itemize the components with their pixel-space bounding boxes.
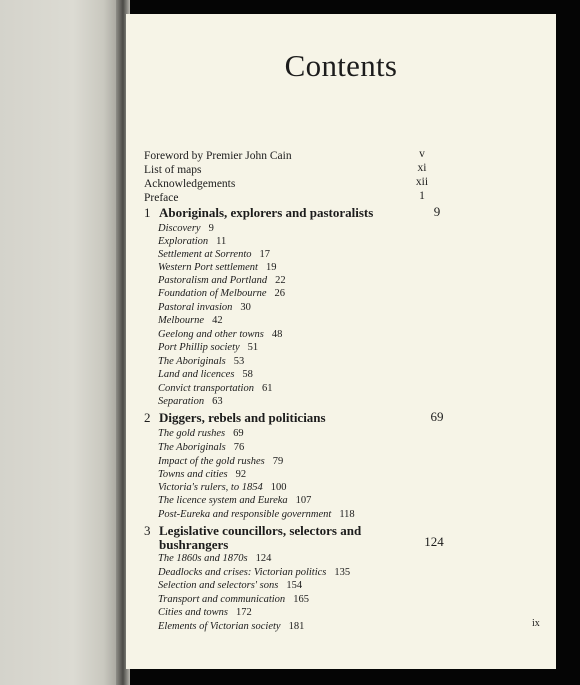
toc-entry-maps: List of maps [144,164,202,176]
toc-page-acknowledgements: xii [415,176,429,188]
section-entry: Settlement at Sorrento 17 [158,249,271,260]
section-entry: Pastoralism and Portland 22 [158,275,286,286]
section-entry: The Aboriginals 53 [158,356,245,367]
chapter-page: 69 [430,409,444,424]
page-title: Contents [284,48,398,83]
chapter-title-text: Legislative councillors, selectors and [159,523,362,538]
chapter-page: 9 [433,204,441,219]
toc-page-foreword: v [419,148,425,160]
toc-entry-acknowledgements: Acknowledgements [144,178,236,190]
section-entry: Pastoral invasion 30 [158,302,251,313]
chapter-title-continued: bushrangers [159,537,229,552]
section-entry: Western Port settlement 19 [158,262,277,273]
section-entry: Selection and selectors' sons 154 [158,580,303,591]
contents-page [126,14,556,669]
chapter-number: 1 [144,205,151,220]
facing-page [0,0,122,685]
chapter-page: 124 [424,534,444,549]
section-entry: The 1860s and 1870s 124 [158,553,272,564]
section-entry: Towns and cities 92 [158,469,247,480]
section-entry: Geelong and other towns 48 [158,329,283,340]
chapter-number: 2 [144,410,151,425]
toc-entry-foreword: Foreword by Premier John Cain [144,150,292,162]
toc-page-preface: 1 [419,190,425,202]
section-entry: Elements of Victorian society 181 [158,621,305,632]
section-entry: The gold rushes 69 [158,428,244,439]
section-entry: Victoria's rulers, to 1854 100 [158,482,287,493]
section-entry: Convict transportation 61 [158,383,273,394]
section-entry: The licence system and Eureka 107 [158,495,312,506]
section-entry: Impact of the gold rushes 79 [158,456,284,467]
section-entry: Transport and communication 165 [158,594,309,605]
section-entry: Exploration 11 [158,236,227,247]
section-entry: Post-Eureka and responsible government 118 [158,509,355,520]
chapter-title [144,523,434,538]
chapter-number: 3 [144,523,151,538]
section-entry: Discovery 9 [158,223,214,234]
section-entry: The Aboriginals 76 [158,442,245,453]
section-entry: Deadlocks and crises: Victorian politics 135 [158,567,351,578]
section-entry: Separation 63 [158,396,223,407]
chapter-title [144,410,434,425]
toc-entry-preface: Preface [144,192,179,204]
toc-page-maps: xi [417,162,427,174]
section-entry: Land and licences 58 [158,369,253,380]
chapter-title-text: Diggers, rebels and politicians [159,410,326,425]
section-entry: Melbourne 42 [158,315,223,326]
section-entry: Port Phillip society 51 [158,342,259,353]
page-number: ix [532,618,540,629]
section-entry: Foundation of Melbourne 26 [158,288,285,299]
chapter-title [144,205,434,220]
section-entry: Cities and towns 172 [158,607,252,618]
chapter-title-text: Aboriginals, explorers and pastoralists [159,205,374,220]
